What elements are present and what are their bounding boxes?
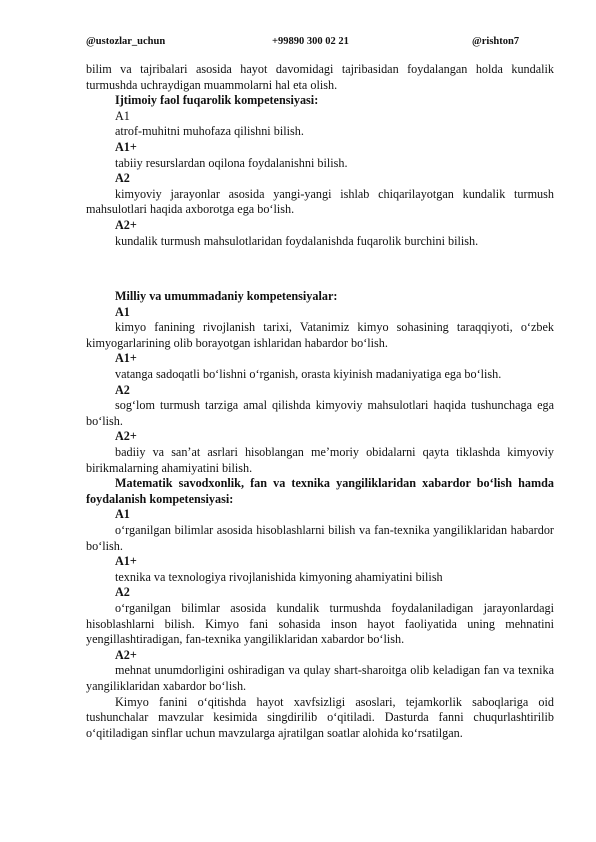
level-label: A1+ [115,139,137,154]
level-label: A2 [115,585,130,600]
section-heading: Ijtimoiy faol fuqarolik kompetensiyasi: [115,93,319,108]
level-label: A1 [115,304,130,319]
level-label: A1+ [115,554,137,569]
level-description: kimyoviy jarayonlar asosida yangi-yangi ishlab chiqarilayotgan kundalik turmush mahsulotlari haqida axborotga ega bo‘lish. [86,186,554,217]
level-description: mehnat unumdorligini oshiradigan va qulay shart-sharoitga olib keladigan fan va texnika yangiliklaridan xabardor bo‘lish. [86,663,554,693]
blank-line [86,261,554,277]
level-label: A1 [115,507,130,522]
level-description: texnika va texnologiya rivojlanishida kimyoning ahamiyatini bilish [115,569,443,584]
level-label: A2+ [115,429,137,444]
level-description: atrof-muhitni muhofaza qilishni bilish. [115,124,304,139]
level-label: A1 [115,108,130,123]
level-description: kundalik turmush mahsulotlaridan foydalanishda fuqarolik burchini bilish. [115,233,479,248]
level-description: badiiy va san’at asrlari hisoblangan me’moriy obidalarni qayta tiklashda kimyoviy birikmalarning ahamiyatini bilish. [86,445,554,475]
section-heading: Milliy va umummadaniy kompetensiyalar: [115,289,338,304]
level-label: A2 [115,171,130,186]
level-description: tabiiy resurslardan oqilona foydalanishni bilish. [115,155,348,170]
level-description: sog‘lom turmush tarziga amal qilishda kimyoviy mahsulotlari haqida tushunchaga ega bo‘lish. [86,398,554,428]
level-description: o‘rganilgan bilimlar asosida hisoblashlarni bilish va fan-texnika yangiliklaridan habardor bo‘lish. [86,523,554,553]
level-description: Kimyo fanini o‘qitishda hayot xavfsizligi asoslari, tejamkorlik saboqlariga oid tushunchalar mavzular kesimida singdirilib o‘qitiladi. Dasturda fanni chuqurlashtirilib o‘qitiladigan sinflar uchun mavzularga ajratilgan soatlar alohida ko‘rsatilgan. [86,694,554,740]
level-label: A2+ [115,647,137,662]
level-description: vatanga sadoqatli bo‘lishni o‘rganish, orasta kiyinish madaniyatiga ega bo‘lish. [115,367,502,382]
level-description: o‘rganilgan bilimlar asosida kundalik turmushda foydalaniladigan jarayonlardagi hisoblashlarni bilish. Kimyo fani sohasida inson hayot faoliyatida uning mehnatini yengillashtiradigan, fan-texnika yangiliklaridan xabardor bo‘lish. [86,600,554,647]
document-body [86,62,554,741]
page-header [86,36,520,50]
header-phone-number: +99890 300 02 21 [272,36,349,47]
paragraph: bilim va tajribalari asosida hayot davomidagi tajribasidan foydalangan holda kundalik turmushda uchraydigan muammolarni hal eta olish. [86,62,554,92]
level-label: A2+ [115,217,137,232]
level-label: A2 [115,382,130,397]
header-telegram-handle: @ustozlar_uchun [86,36,166,47]
level-label: A1+ [115,351,137,366]
header-channel-handle: @rishton7 [472,36,520,47]
level-description: kimyo fanining rivojlanish tarixi, Vatanimiz kimyo sohasining taraqqiyoti, o‘zbek kimyogarlarining olib borayotgan ishlaridan habardor bo‘lish. [86,320,554,350]
section-heading: Matematik savodxonlik, fan va texnika yangiliklaridan xabardor bo‘lish hamda foydalanish kompetensiyasi: [86,476,554,506]
